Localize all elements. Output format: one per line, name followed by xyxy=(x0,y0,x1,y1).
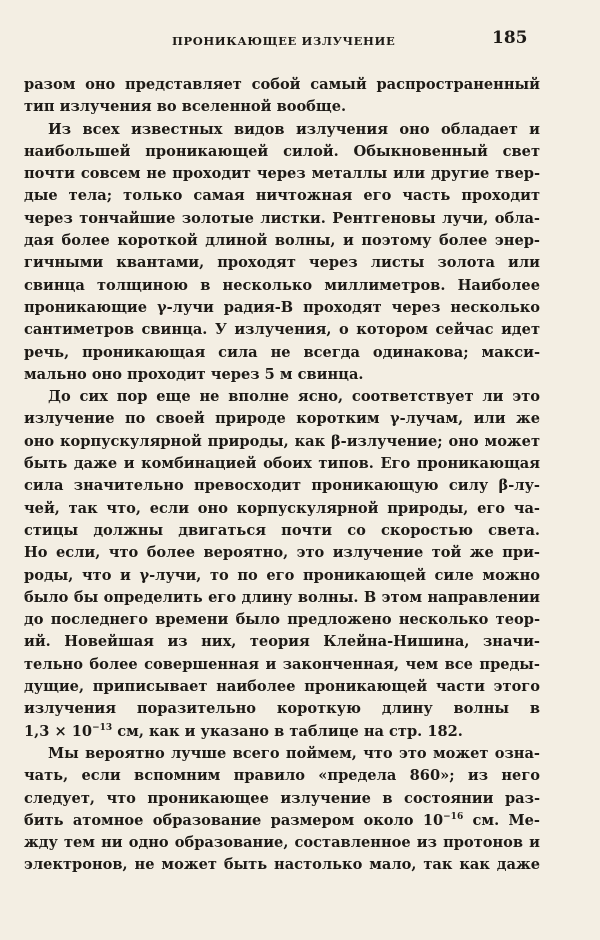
text-line: сила значительно превосходит проникающую силу β-лу- xyxy=(24,477,540,495)
text-line: было бы определить его длину волны. В этом направлении xyxy=(24,588,540,606)
running-title: ПРОНИКАЮЩЕЕ ИЗЛУЧЕНИЕ xyxy=(172,34,396,48)
text-line: дущие, приписывает наиболее проникающей части этого xyxy=(24,678,540,696)
formula-tail: см, как и указано в таблице на стр. 182. xyxy=(112,722,463,740)
text-line: жду тем ни одно образование, составленное из протонов и xyxy=(24,834,540,852)
text-line: Из всех известных видов излучения оно обладает и xyxy=(48,120,540,138)
text-line: до последнего времени было предложено несколько теор- xyxy=(24,611,540,629)
formula-exponent: −16 xyxy=(443,811,464,822)
text-line: мально оно проходит через 5 м свинца. xyxy=(24,365,364,383)
formula-line xyxy=(24,721,540,743)
text-line: почти совсем не проходит через металлы или другие твер- xyxy=(24,165,540,183)
text-line: проникающие γ-лучи радия-B проходят через несколько xyxy=(24,298,540,316)
formula-base: бить атомное образование размером около 10 xyxy=(24,811,444,829)
body-text xyxy=(24,74,540,877)
text-line: Мы вероятно лучше всего поймем, что это может озна- xyxy=(48,744,540,762)
formula-line xyxy=(24,810,540,832)
formula-exponent: −13 xyxy=(92,722,113,733)
text-line: быть даже и комбинацией обоих типов. Его проникающая xyxy=(24,455,540,473)
text-line: чей, так что, если оно корпускулярной природы, его ча- xyxy=(24,499,540,517)
text-line: стицы должны двигаться почти со скоростью света. xyxy=(24,521,540,539)
text-line: речь, проникающая сила не всегда одинакова; макси- xyxy=(24,343,540,361)
page-number: 185 xyxy=(492,28,528,48)
text-line: дая более короткой длиной волны, и поэтому более энер- xyxy=(24,232,540,250)
text-line: разом оно представляет собой самый распространенный xyxy=(24,76,540,93)
text-line: гичными квантами, проходят через листы золота или xyxy=(24,254,540,272)
text-line: чать, если вспомним правило «предела 860»; из него xyxy=(24,767,540,785)
text-line: ий. Новейшая из них, теория Клейна-Нишина, значи- xyxy=(24,633,540,651)
text-line: тип излучения во вселенной вообще. xyxy=(24,98,347,116)
text-line: роды, что и γ-лучи, то по его проникающей силе можно xyxy=(24,566,540,584)
text-line: сантиметров свинца. У излучения, о котором сейчас идет xyxy=(24,321,540,339)
text-line: наибольшей проникающей силой. Обыкновенный свет xyxy=(24,142,540,160)
text-line: следует, что проникающее излучение в состоянии раз- xyxy=(24,789,540,807)
text-line: дые тела; только самая ничтожная его часть проходит xyxy=(24,187,540,205)
text-line: свинца толщиною в несколько миллиметров. Наиболее xyxy=(24,276,540,294)
text-line: Но если, что более вероятно, это излучение той же при- xyxy=(24,544,540,562)
text-line: тельно более совершенная и законченная, чем все преды- xyxy=(24,655,540,673)
text-line: оно корпускулярной природы, как β-излучение; оно может xyxy=(24,432,540,450)
text-line: электронов, не может быть настолько мало, так как даже xyxy=(24,856,540,874)
text-line: излучение по своей природе коротким γ-лучам, или же xyxy=(24,410,540,428)
formula-base: 1,3 × 10 xyxy=(24,722,93,740)
text-line: через тончайшие золотые листки. Рентгеновы лучи, обла- xyxy=(24,209,540,227)
text-line: До сих пор еще не вполне ясно, соответствует ли это xyxy=(48,388,540,406)
text-line: излучения поразительно короткую длину волны в xyxy=(24,700,540,718)
formula-tail: см. Ме- xyxy=(463,811,540,829)
